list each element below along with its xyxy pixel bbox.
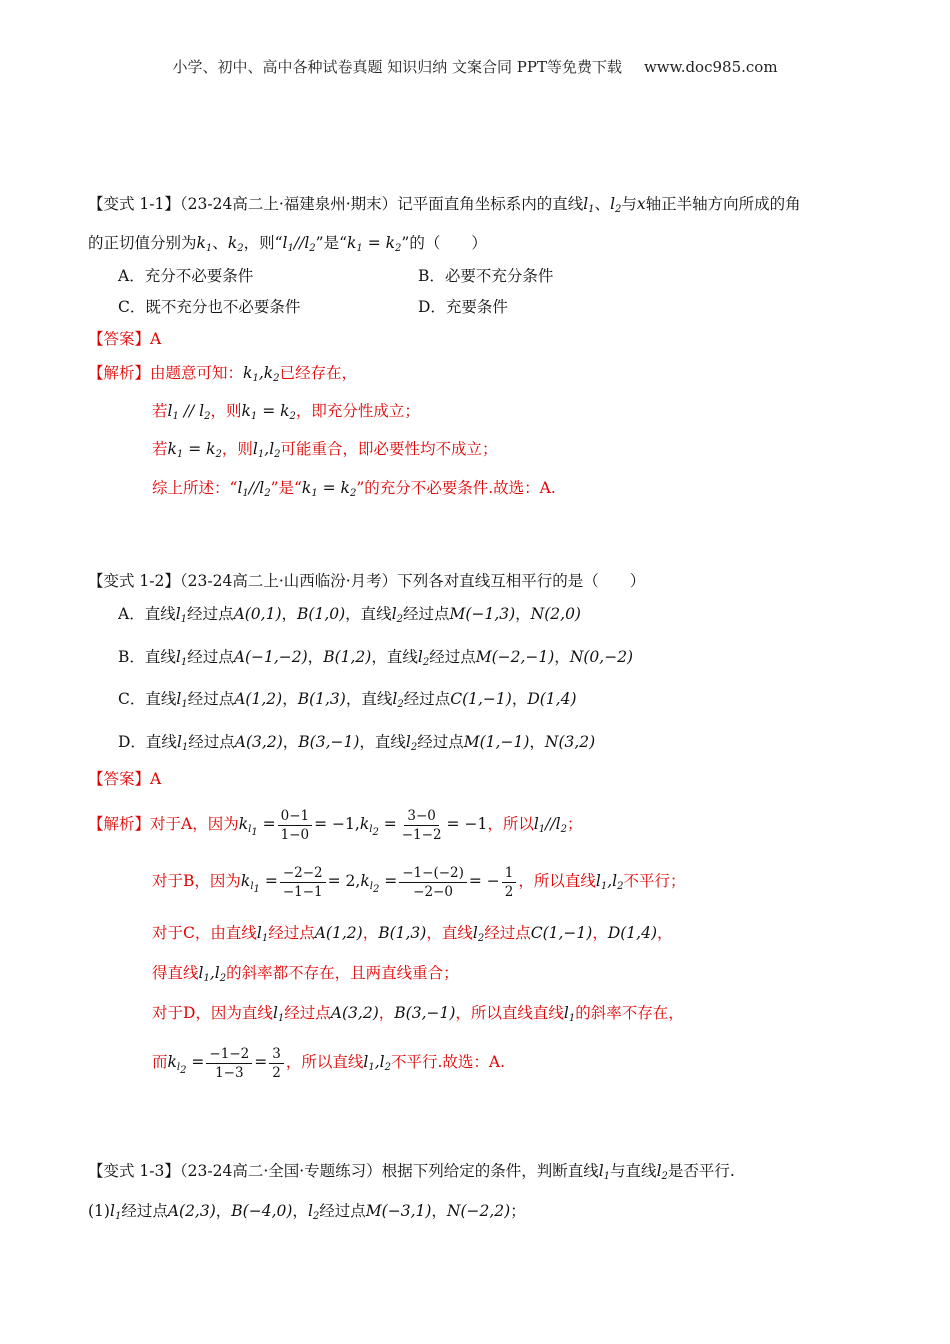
q1-stem-line1: 【变式 1-1】（23-24高二上·福建泉州·期末）记平面直角坐标系内的直线$l_1$、$l_2$与x轴正半轴方向所成的角 — [88, 195, 801, 215]
q1-analysis-line2: 若$l_1 // l_2$，则$k_1 = k_2$，即充分性成立； — [152, 402, 420, 422]
q2-stem: 【变式 1-2】（23-24高二上·山西临汾·月考）下列各对直线互相平行的是（ ） — [88, 572, 646, 590]
q3-stem: 【变式 1-3】（23-24高二·全国·专题练习）根据下列给定的条件，判断直线$l_1$与直线$l_2$是否平行. — [88, 1162, 735, 1182]
q1-tag: 【变式 1-1】 — [88, 195, 180, 213]
q2-option-b: B．直线$l_1$经过点A(−1,−2)，B(1,2)，直线$l_2$经过点M(−2,−1)，N(0,−2) — [118, 648, 634, 668]
q3-part1: $(1)l_1$经过点A(2,3)，B(−4,0)，$l_2$经过点M(−3,1)，N(−2,2)； — [88, 1202, 526, 1222]
q1-option-d: D．充要条件 — [418, 298, 508, 316]
q3-source: （23-24高二·全国·专题练习） — [179, 1162, 382, 1180]
q1-source: （23-24高二上·福建泉州·期末） — [179, 195, 398, 213]
q2-tag: 【变式 1-2】 — [88, 572, 180, 590]
q2-analysis-c2: 得直线$l_1,l_2$的斜率都不存在，且两直线重合； — [152, 964, 459, 984]
fraction: $\frac{-1-(-2)}{-2-0}$ — [399, 864, 467, 901]
q2-analysis-d: 对于D，因为直线$l_1$经过点A(3,2)，B(3,−1)，所以直线直线$l_1$的斜率不存在， — [152, 1004, 684, 1024]
q2-analysis-a: 【解析】对于A，因为$k_{l_1}$ = $\frac{0-1}{1-0}$ = $-1,k_{l_2}$ = $\frac{3-0}{-1-2}$ = −1，所以$l_1//l_2$； — [88, 807, 583, 843]
q2-option-a: A．直线$l_1$经过点A(0,1)，B(1,0)，直线$l_2$经过点M(−1,3)，N(2,0) — [118, 605, 581, 625]
q2-option-c: C．直线$l_1$经过点A(1,2)，B(1,3)，直线$l_2$经过点C(1,−1)，D(1,4) — [118, 690, 577, 710]
q2-analysis-d2: 而$k_{l_2}$ = $\frac{-1-2}{1-3}$ = $\frac{3}{2}$ ，所以直线$l_1,l_2$不平行.故选：A. — [152, 1045, 506, 1081]
q2-source: （23-24高二上·山西临汾·月考） — [179, 572, 398, 590]
q1-option-c: C．既不充分也不必要条件 — [118, 298, 301, 316]
q1-analysis-line3: 若$k_1 = k_2$，则$l_1,l_2$可能重合，即必要性均不成立； — [152, 440, 498, 460]
q1-option-a: A．充分不必要条件 — [118, 267, 254, 285]
q1-stem-line2: 的正切值分别为$k_1$、$k_2$，则“$l_1//l_2$”是“$k_1 = k_2$”的（ ） — [88, 234, 487, 254]
fraction: $\frac{3-0}{-1-2}$ — [401, 807, 442, 843]
page-header — [0, 56, 950, 77]
header-url[interactable]: www.doc985.com — [643, 58, 778, 76]
fraction: $\frac{-1-2}{1-3}$ — [206, 1045, 252, 1082]
fraction: $\frac{1}{2}$ — [502, 864, 517, 901]
q2-analysis-c: 对于C，由直线$l_1$经过点A(1,2)，B(1,3)，直线$l_2$经过点C(1,−1)，D(1,4)， — [152, 924, 673, 944]
q2-option-d: D．直线$l_1$经过点A(3,2)，B(3,−1)，直线$l_2$经过点M(1,−1)，N(3,2) — [118, 733, 596, 753]
q1-analysis-line4: 综上所述：“$l_1//l_2$”是“$k_1 = k_2$”的充分不必要条件.故选：A. — [152, 479, 556, 499]
q3-tag: 【变式 1-3】 — [88, 1162, 180, 1180]
q2-answer: 【答案】A — [88, 770, 162, 788]
q2-analysis-b: 对于B，因为$k_{l_1}$ = $\frac{-2-2}{-1-1}$ = $2,k_{l_2}$ = $\frac{-1-(-2)}{-2-0}$ = − $\frac{1}{2}$ ，所以直线$l_1,l_2$不平行； — [152, 864, 686, 900]
fraction: $\frac{0-1}{1-0}$ — [278, 807, 313, 844]
q1-option-b: B．必要不充分条件 — [418, 267, 554, 285]
fraction: $\frac{3}{2}$ — [269, 1045, 284, 1082]
q1-analysis-line1: 【解析】由题意可知：$k_1,k_2$已经存在， — [88, 364, 358, 384]
fraction: $\frac{-2-2}{-1-1}$ — [280, 864, 326, 901]
q1-answer: 【答案】A — [88, 330, 162, 348]
header-tagline: 小学、初中、高中各种试卷真题 知识归纳 文案合同 PPT等免费下载 — [172, 58, 622, 76]
